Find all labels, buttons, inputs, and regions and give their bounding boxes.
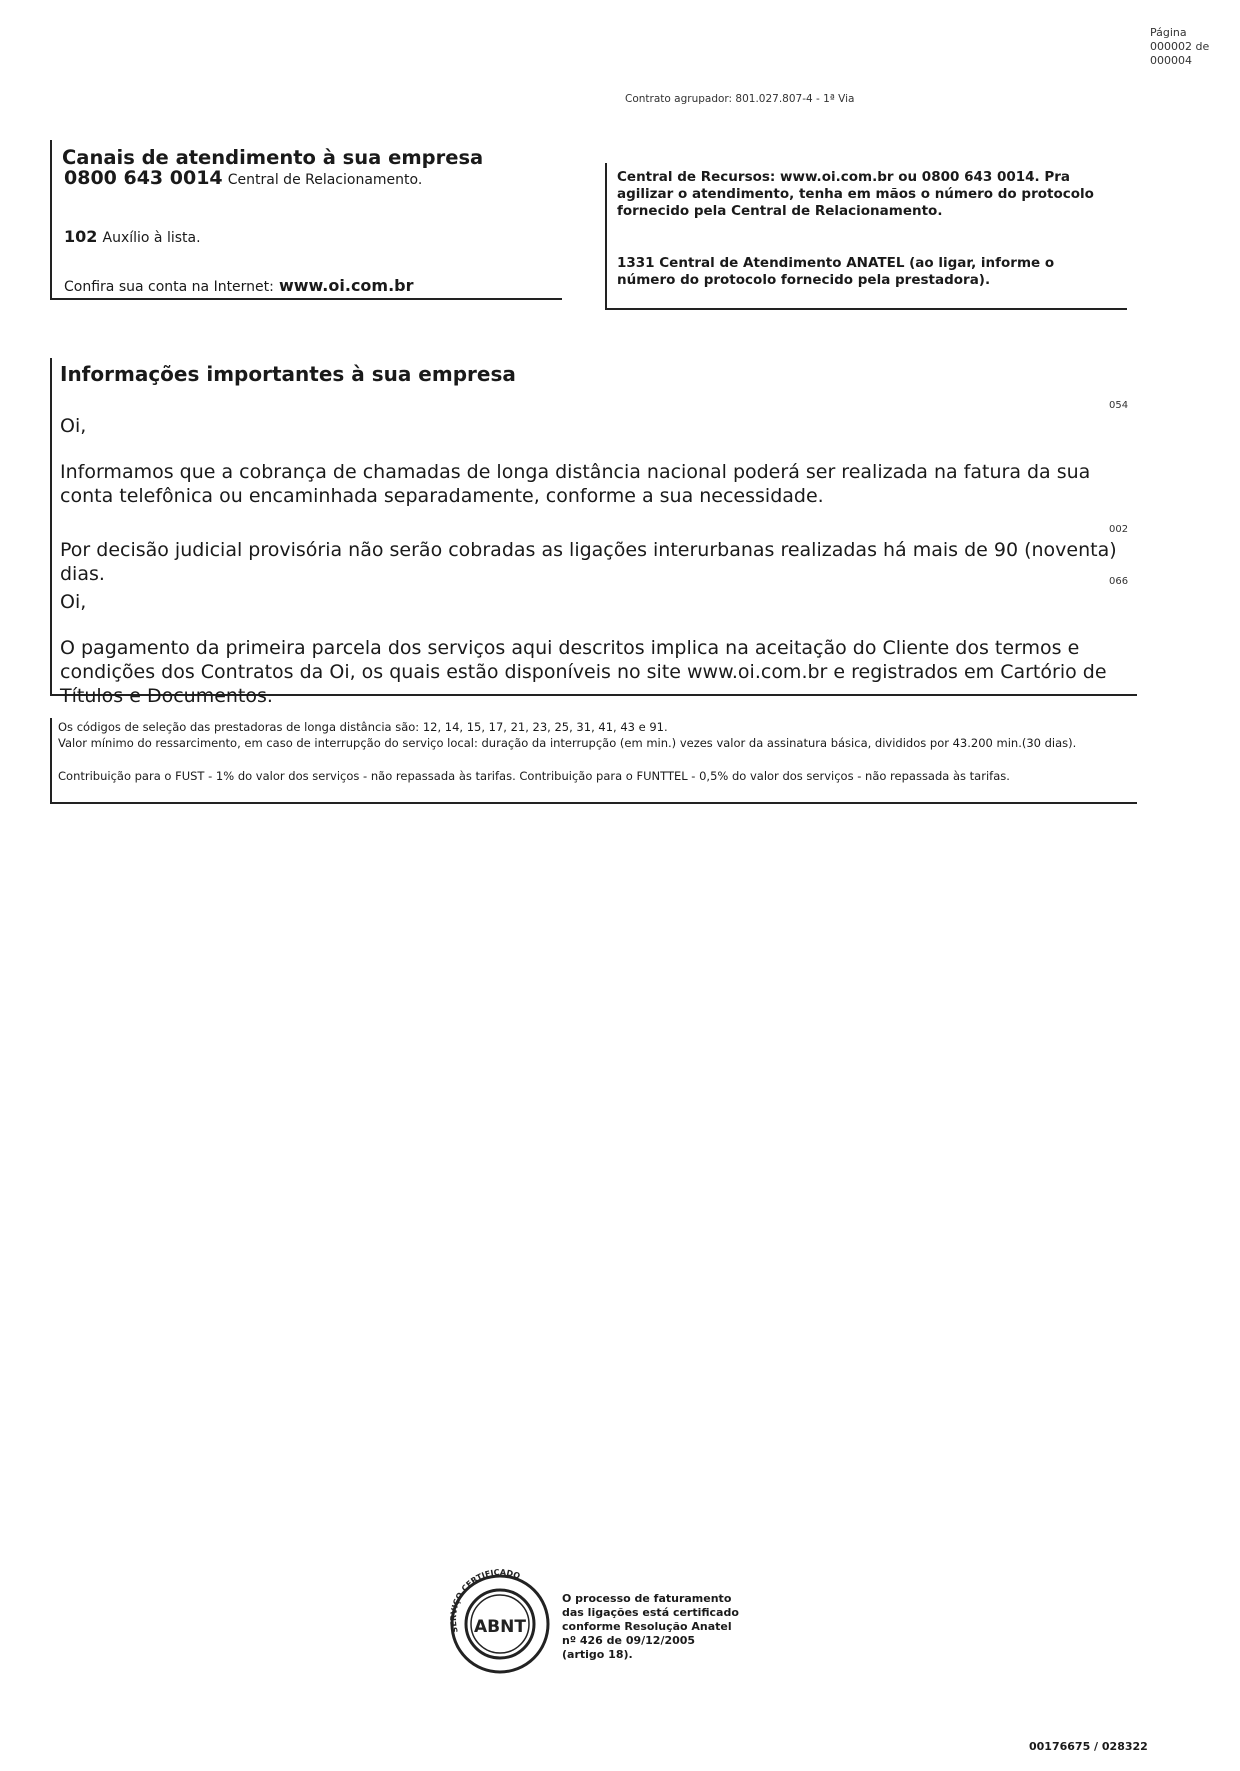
page-label: Página <box>1150 26 1187 39</box>
canais-title: Canais de atendimento à sua empresa <box>62 146 484 169</box>
message-code-3: 066 <box>1109 576 1129 587</box>
auxilio-number: 102 <box>64 227 98 246</box>
info-title: Informações importantes à sua empresa <box>60 362 516 386</box>
message-2: Por decisão judicial provisória não serão cobradas as ligações interurbanas realizadas há mais de 90 (noventa) dias. <box>60 539 1117 585</box>
page-number <box>1150 26 1209 68</box>
auxilio-row <box>64 227 201 246</box>
internet-link[interactable]: www.oi.com.br <box>278 276 414 295</box>
recursos-text: Central de Recursos: www.oi.com.br ou 0800 643 0014. Pra agilizar o atendimento, tenha em mãos o número do protocolo fornecido pela Central de Relacionamento. <box>617 169 1094 219</box>
seal-line-3: conforme Resolução Anatel <box>562 1620 732 1633</box>
anatel-text: 1331 Central de Atendimento ANATEL (ao ligar, informe o número do protocolo fornecido pela prestadora). <box>617 255 1055 288</box>
phone-number: 0800 643 0014 <box>64 167 223 189</box>
message-3: O pagamento da primeira parcela dos serviços aqui descritos implica na aceitação do Cliente dos termos e condições dos Contratos da Oi, os quais estão disponíveis no site www.oi.com.br e registrados em Cartório de Títulos e Documentos. <box>60 637 1107 707</box>
seal-line-5: (artigo 18). <box>562 1648 633 1661</box>
note-codes: Os códigos de seleção das prestadoras de longa distância são: 12, 14, 15, 17, 21, 23, 25, 31, 41, 43 e 91. <box>58 720 668 734</box>
seal-line-1: O processo de faturamento <box>562 1592 732 1605</box>
internet-label: Confira sua conta na Internet: <box>64 279 274 295</box>
greeting-2: Oi, <box>60 591 87 613</box>
message-code-2: 002 <box>1109 524 1129 535</box>
note-ressarcimento: Valor mínimo do ressarcimento, em caso de interrupção do serviço local: duração da interrupção (em min.) vezes valor da assinatura básica, divididos por 43.200 min.(30 dias). <box>58 736 1077 750</box>
seal-logo-text: ABNT <box>474 1617 526 1637</box>
auxilio-label: Auxílio à lista. <box>102 230 201 246</box>
seal-ring-text: SERVIÇO CERTIFICADO <box>448 1567 522 1634</box>
abnt-seal <box>440 1562 560 1682</box>
notes-box <box>50 718 1137 804</box>
note-fust-funttel: Contribuição para o FUST - 1% do valor dos serviços - não repassada às tarifas. Contribuição para o FUNTTEL - 0,5% do valor dos serviços - não repassada às tarifas. <box>58 769 1010 783</box>
seal-line-4: nº 426 de 09/12/2005 <box>562 1634 696 1647</box>
seal-line-2: das ligações está certificado <box>562 1606 739 1619</box>
greeting-1: Oi, <box>60 415 87 437</box>
phone-label: Central de Relacionamento. <box>227 172 423 188</box>
abnt-seal-icon <box>440 1562 560 1682</box>
canais-right-box <box>605 163 1127 310</box>
contract-number: Contrato agrupador: 801.027.807-4 - 1ª Via <box>625 93 855 105</box>
internet-row <box>64 276 414 295</box>
message-code-1: 054 <box>1109 400 1129 411</box>
footer-code: 00176675 / 028322 <box>1029 1740 1148 1753</box>
message-1: Informamos que a cobrança de chamadas de longa distância nacional poderá ser realizada na fatura da sua conta telefônica ou encaminhada separadamente, conforme a sua necessidade. <box>60 461 1091 507</box>
page-current: 000002 de <box>1150 40 1210 53</box>
seal-caption <box>562 1592 739 1662</box>
canais-left-box <box>50 140 562 300</box>
page-total: 000004 <box>1150 54 1192 67</box>
phone-row <box>64 167 422 189</box>
info-box <box>50 358 1137 707</box>
